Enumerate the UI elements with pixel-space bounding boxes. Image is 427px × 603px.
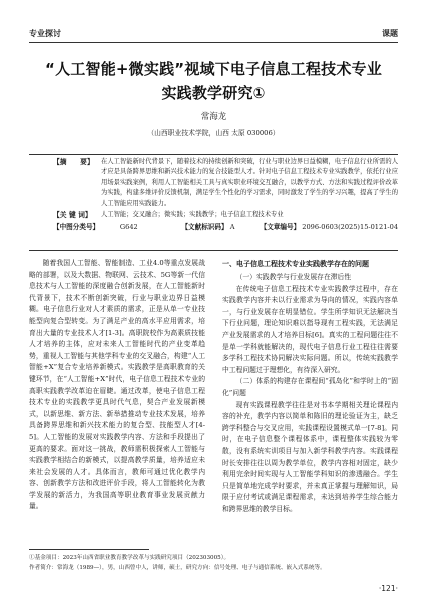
keywords-label: 【关 键 词】 <box>53 211 92 220</box>
title-line-2: 实践教学研究① <box>161 84 266 102</box>
article-id-label: 【文章编号】 <box>260 223 301 232</box>
abstract-top-rule <box>29 154 398 155</box>
keywords-row <box>29 210 398 220</box>
abstract-row <box>29 157 398 209</box>
section-paragraph-1: 在传统电子信息工程技术专业实践教学过程中，存在实践教学内容并未以行业需求为导向的情况，实践内容单一，与行业发展存在明显错位。学生所学知识无法解决当下行业问题，理论知识难以指导现有工程实践，无法满足产业发展需求的人才培养目标[6]。真实的工程问题往往不是单一学科就能解决的，现代电子信息行业工程往往需要多学科工程技术协同解决实际问题。所以，传统实践教学中工程问题过于理想化，有待深入研究。 <box>222 284 398 374</box>
header-rule <box>29 42 398 43</box>
section-heading: 一、电子信息工程技术专业实践教学存在的问题 <box>222 260 369 268</box>
clc-cell <box>29 222 120 232</box>
article-id-cell <box>261 222 398 232</box>
author-name: 常海龙 <box>200 112 227 122</box>
clc-value: G642 <box>119 223 138 232</box>
article-id-value: 2096-0603(2025)15-0121-04 <box>302 223 399 232</box>
running-header <box>29 28 398 42</box>
footnote-funding: ①基金项目：2023年山西省职业教育教学改革与实践研究项目（202303005）。 <box>29 555 230 561</box>
page-number: ·121· <box>378 584 398 593</box>
section-paragraph-2: 现有实践课程教学往往是对书本学期相关理论课程内容的补充，教学内容以简单和陈旧的理论验证为主，缺乏跨学科整合与交叉应用，实践课程设置模式单一[7-8]。同时，在电子信息整个课程体系中，课程整体实践较为零散，没有系统实训项目与加入新学科教学内容。实践课程时长安排往往以周为教学单位，教学内容相对固定，缺少利用完余时间实现与人工智能学科知识的渗透融合。学生只是简单地完成学时要求，并未真正掌握与理解知识，局限于应付考试或满足课程需求，未达到培养学生综合能力和跨界思维的教学目标。 <box>222 400 398 513</box>
footnote-author-bio: 作者简介：常海龙（1989—），男，山西曾中人，讲师，硕士，研究方向：信号处理、电子与通信系统、嵌入式系统等。 <box>29 565 326 571</box>
keywords-text: 人工智能；交叉融合；微实践；实践教学；电子信息工程技术专业 <box>101 211 284 219</box>
abstract-block <box>29 157 398 233</box>
footnotes <box>29 553 398 573</box>
subsection-heading-1: （一）实践教学与行业发展存在滞后性 <box>235 273 352 281</box>
header-column-label: 专业探讨 <box>29 29 61 38</box>
header-category-label: 课题 <box>382 29 398 38</box>
classification-row <box>29 222 398 232</box>
author-affiliation: （山西职业技术学院，山西 太原 030006） <box>147 129 280 137</box>
body-column-right <box>222 258 398 515</box>
doc-label: 【文献标识码】 <box>181 223 228 232</box>
abstract-text: 在人工智能新时代背景下，随着技术的持续创新和突破，行业与职业边界日益模糊，电子信息行业所需的人才应是具备跨界思维和新兴技术能力的复合技能型人才。针对电子信息工程技术专业实践教学，依托行业应用场景实践案例，利用人工智能相关工具与真实职业环境交互融合，以教学方式、方法和实践过程评价改革为实践，构建多维评价反馈机制，满足学生个性化的学习需求，同时激发了学生的学习兴趣，提高了学生的人工智能应用实践能力。 <box>101 158 398 207</box>
clc-label: 【中图分类号】 <box>53 223 100 232</box>
abstract-bottom-rule <box>29 250 398 251</box>
body-column-left <box>29 258 205 513</box>
abstract-label: 【摘 要】 <box>53 158 94 166</box>
footnote-rule <box>29 549 149 550</box>
intro-paragraph: 随着我国人工智能、智能制造、工业4.0等重点发展战略的部署，以及大数据、物联网、云技术、5G等新一代信息技术与人工智能的深度融合创新发展，在人工智能新时代背景下，技术不断创新突破，行业与职业边界日益模糊。电子信息行业对人才素质的需求，正是从单一专业技能型向复合型转变。为了满足产业的高水平应用需求，培育出大量的专业技术人才[1-3]。高职院校作为高素质技能人才培养的主体，应对未来人工智能时代的产业变革趋势，重视人工智能与其他学科专业的交叉融合，构建“人工智能+X”复合专业培养新模式。实践教学是高职教育的关键环节，在“人工智能+X”时代，电子信息工程技术专业的高职实践教学改革迫在眉睫。通过改革，使电子信息工程技术专业的实践教学更具时代气息，契合产业发展新模式，以新思维、新方法、新举措推动专业技术发展，培养具备跨界思维和新兴技术能力的复合型、技能型人才[4-5]。人工智能的发展对实践教学内容、方法和手段提出了更高的要求。面对这一挑战，教师需积极探索人工智能与实践教学相结合的新模式，以提高教学质量，培养适应未来社会发展的人才。具体而言，教师可通过优化教学内容、创新教学方法和改进评价手段，将人工智能转化为教学发展的新活力，为我国高等职业教育事业发展贡献力量。 <box>29 259 205 511</box>
subsection-heading-2: （二）体系的构建存在课程间“孤岛化”和学时上的“固化”问题 <box>222 377 398 397</box>
title-line-1: “人工智能+微实践”视域下电子信息工程技术专业 <box>45 60 382 78</box>
doc-cell <box>181 222 260 232</box>
doc-value: A <box>229 223 235 232</box>
